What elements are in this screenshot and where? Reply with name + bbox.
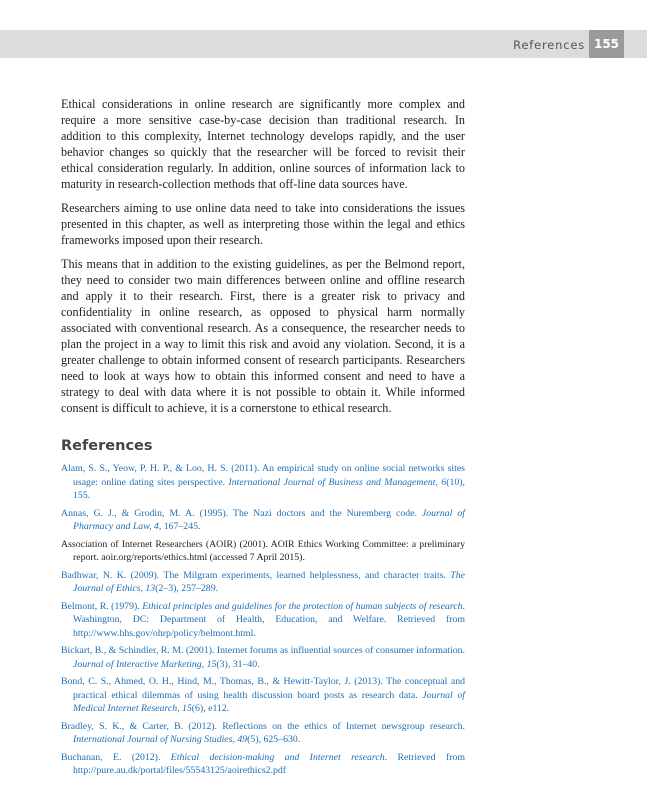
reference-item[interactable] [61, 569, 465, 596]
ref-journal: Ethical principles and guidelines for the protection of human subjects of research [142, 600, 463, 612]
ref-tail: (6), e112. [191, 703, 230, 714]
ref-main: Annas, G. J., & Grodin, M. A. (1995). The Nazi doctors and the Nuremberg code. [61, 507, 422, 519]
ref-journal: Journal of Medical Internet Research, 15 [73, 689, 465, 714]
running-head: References [513, 38, 585, 52]
ref-journal: Ethical decision-making and Internet research [170, 751, 385, 763]
reference-item[interactable] [61, 600, 465, 641]
body-paragraph: This means that in addition to the existing guidelines, as per the Belmond report, they need to consider two main differences between online and offline research and apply it to their research. First, there is a greater risk to privacy and confidentiality in online research, as opposed to physical harm normally associated with conventional research. As a consequence, the researcher needs to plan the project in a way to limit this risk and avoid any violation. Second, it is a greater challenge to obtain informed consent of research participants. Researchers need to look at ways how to obtain this informed consent and need to have a strategy to deal with data where it is not possible to obtain it. While informed consent is difficult to achieve, it is a cornerstone to ethical research. [61, 257, 465, 415]
reference-item[interactable] [61, 751, 465, 778]
ref-main: Bickart, B., & Schindler, R. M. (2001). Internet forums as influential sources of consumer information. [61, 645, 465, 656]
ref-main: Alam, S. S., Yeow, P. H. P., & Loo, H. S. (2011). An empirical study on online social networks sites usage: online dating sites perspective. [61, 463, 465, 488]
page-content [61, 96, 465, 782]
reference-item [61, 538, 465, 565]
ref-main: Bond, C. S., Ahmed, O. H., Hind, M., Thomas, B., & Hewitt-Taylor, J. (2013). The conceptual and practical ethical dilemmas of using health discussion board posts as research data. [61, 676, 465, 701]
ref-tail: (2–3), 257–289. [155, 583, 219, 594]
reference-item[interactable] [61, 644, 465, 671]
ref-journal: Journal of Pharmacy and Law, 4 [73, 507, 466, 532]
ref-main: Badhwar, N. K. (2009). The Milgram experiments, learned helplessness, and character traits. [61, 569, 451, 581]
ref-journal: International Journal of Business and Management, 6 [228, 476, 447, 488]
ref-tail: (10), 155. [73, 476, 465, 501]
reference-item[interactable] [61, 462, 465, 503]
ref-main: Buchanan, E. (2012). [61, 751, 171, 763]
ref-tail: . Retrieved from http://pure.au.dk/portal/files/55543125/aoirethics2.pdf [73, 751, 465, 776]
ref-main: Bradley, S. K., & Carter, B. (2012). Reflections on the ethics of Internet newsgroup research. [61, 720, 465, 732]
ref-main: Association of Internet Researchers (AOIR) (2001). AOIR Ethics Working Committee: a preliminary report. aoir.org/reports/ethics.html (accessed 7 April 2015). [61, 538, 465, 563]
ref-tail: . Washington, DC: Department of Health, Education, and Welfare. Retrieved from http://www.hhs.gov/ohrp/policy/belmont.html. [73, 600, 465, 639]
ref-tail: (3), 31–40. [216, 658, 260, 670]
body-paragraph: Researchers aiming to use online data need to take into considerations the issues presented in this chapter, as well as interpreting those within the legal and ethics frameworks imposed upon their research. [61, 201, 465, 247]
reference-item[interactable] [61, 675, 465, 716]
page-number: 155 [589, 30, 624, 58]
references-heading: References [61, 438, 153, 454]
ref-journal: Journal of Interactive Marketing, 15 [73, 658, 217, 670]
body-paragraph: Ethical considerations in online research are significantly more complex and require a more sensitive case-by-case decision than traditional research. In addition to this complexity, Internet technology develops rapidly, and the user behavior changes so quickly that the researcher will be forced to revisit their ethical consideration regularly. In addition, online sources of information lack to maturity in research-collection methods that off-line data sources have. [61, 97, 465, 191]
reference-item[interactable] [61, 720, 465, 747]
ref-journal: The Journal of Ethics, 13 [73, 569, 465, 594]
ref-journal: International Journal of Nursing Studies, 49 [73, 734, 248, 745]
reference-list [61, 462, 465, 778]
reference-item[interactable] [61, 507, 465, 534]
ref-tail: (5), 625–630. [247, 734, 301, 745]
ref-tail: , 167–245. [158, 521, 201, 532]
ref-main: Belmont, R. (1979). [61, 600, 143, 612]
